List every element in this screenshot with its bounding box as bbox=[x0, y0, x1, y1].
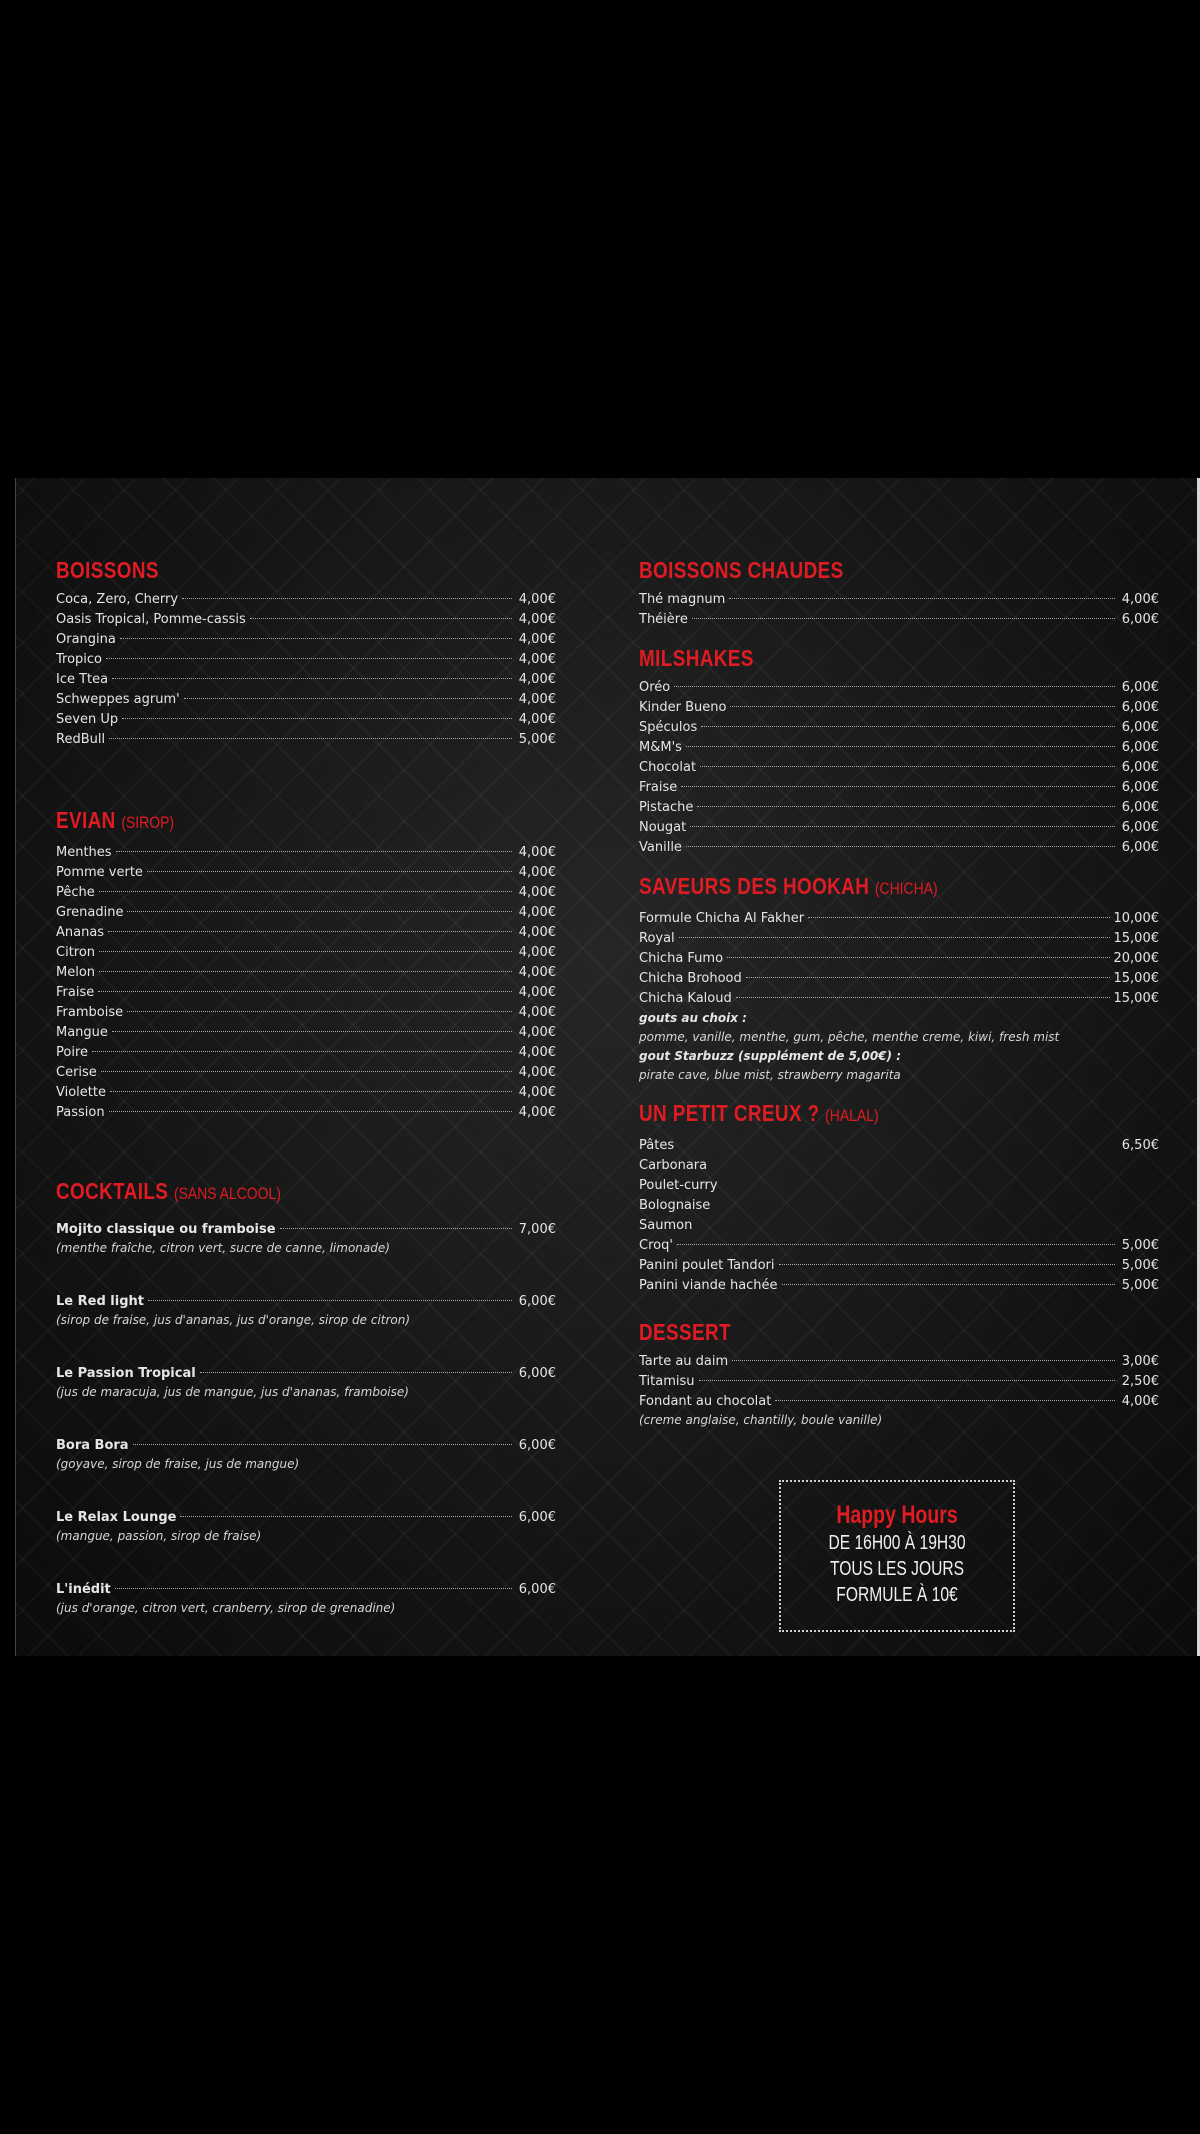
happy-hours-time: DE 16H00 À 19H30 bbox=[828, 1532, 966, 1554]
menu-item: Fondant au chocolat 4,00€ bbox=[639, 1394, 1159, 1409]
menu-item: Oréo 6,00€ bbox=[639, 680, 1159, 695]
section-title: MILSHAKES bbox=[639, 645, 754, 671]
cocktail-item: Le Passion Tropical 6,00€ (jus de maracuja, jus de mangue, jus d'ananas, framboise) bbox=[56, 1366, 556, 1399]
menu-item: Citron 4,00€ bbox=[56, 945, 556, 960]
happy-hours-days: TOUS LES JOURS bbox=[829, 1558, 965, 1580]
menu-item: Poulet-curry bbox=[639, 1178, 718, 1193]
menu-item: Théière 6,00€ bbox=[639, 612, 1159, 627]
menu-item: Nougat 6,00€ bbox=[639, 820, 1159, 835]
section-petit-creux bbox=[639, 1099, 1159, 1296]
menu-item: Chicha Brohood 15,00€ bbox=[639, 971, 1159, 986]
menu-item: Pâtes 6,50€ bbox=[639, 1138, 1159, 1153]
section-title: SAVEURS DES HOOKAH (CHICHA) bbox=[639, 873, 938, 899]
menu-item: Royal 15,00€ bbox=[639, 931, 1159, 946]
section-boissons-chaudes bbox=[639, 556, 1159, 630]
cocktail-description: (jus de maracuja, jus de mangue, jus d'ananas, framboise) bbox=[56, 1385, 409, 1399]
menu-card bbox=[15, 478, 1200, 1656]
happy-hours-box bbox=[779, 1480, 1015, 1632]
menu-item: Melon 4,00€ bbox=[56, 965, 556, 980]
section-milshakes bbox=[639, 644, 1159, 858]
happy-hours-offer: FORMULE À 10€ bbox=[836, 1584, 958, 1606]
menu-item: Ananas 4,00€ bbox=[56, 925, 556, 940]
menu-item: Framboise 4,00€ bbox=[56, 1005, 556, 1020]
dessert-description: (creme anglaise, chantilly, boule vanille) bbox=[639, 1413, 883, 1427]
section-hookah bbox=[639, 872, 1159, 1085]
starbuzz-label: gout Starbuzz (supplément de 5,00€) : bbox=[639, 1049, 901, 1063]
menu-item: M&M's 6,00€ bbox=[639, 740, 1159, 755]
gouts-label: gouts au choix : bbox=[639, 1011, 747, 1025]
section-cocktails bbox=[56, 1177, 556, 1616]
menu-item: Pêche 4,00€ bbox=[56, 885, 556, 900]
menu-item: Schweppes agrum' 4,00€ bbox=[56, 692, 556, 707]
item-list bbox=[639, 909, 1159, 1009]
section-title: COCKTAILS (SANS ALCOOL) bbox=[56, 1178, 281, 1204]
item-list bbox=[639, 590, 1159, 630]
menu-item: Carbonara bbox=[639, 1158, 708, 1173]
cocktail-description: (menthe fraîche, citron vert, sucre de canne, limonade) bbox=[56, 1241, 390, 1255]
menu-item: Mangue 4,00€ bbox=[56, 1025, 556, 1040]
cocktail-item: L'inédit 6,00€ (jus d'orange, citron vert, cranberry, sirop de grenadine) bbox=[56, 1582, 556, 1615]
right-column bbox=[639, 518, 1159, 1428]
happy-hours-title: Happy Hours bbox=[836, 1501, 958, 1529]
cocktail-item: Bora Bora 6,00€ (goyave, sirop de fraise, jus de mangue) bbox=[56, 1438, 556, 1471]
cocktail-description: (jus d'orange, citron vert, cranberry, sirop de grenadine) bbox=[56, 1601, 396, 1615]
item-list bbox=[639, 1136, 1159, 1296]
menu-item: Panini poulet Tandori 5,00€ bbox=[639, 1258, 1159, 1273]
menu-item: Croq' 5,00€ bbox=[639, 1238, 1159, 1253]
menu-item: Thé magnum 4,00€ bbox=[639, 592, 1159, 607]
item-list bbox=[56, 843, 556, 1123]
menu-item: RedBull 5,00€ bbox=[56, 732, 556, 747]
menu-item: Formule Chicha Al Fakher 10,00€ bbox=[639, 911, 1159, 926]
menu-item: Cerise 4,00€ bbox=[56, 1065, 556, 1080]
menu-item: Tropico 4,00€ bbox=[56, 652, 556, 667]
section-title: DESSERT bbox=[639, 1319, 731, 1345]
menu-item: Vanille 6,00€ bbox=[639, 840, 1159, 855]
menu-item: Fraise 4,00€ bbox=[56, 985, 556, 1000]
menu-item: Bolognaise bbox=[639, 1198, 711, 1213]
menu-item: Fraise 6,00€ bbox=[639, 780, 1159, 795]
menu-item: Ice Ttea 4,00€ bbox=[56, 672, 556, 687]
cocktail-item: Mojito classique ou framboise 7,00€ (menthe fraîche, citron vert, sucre de canne, limonade) bbox=[56, 1222, 556, 1255]
menu-item: Grenadine 4,00€ bbox=[56, 905, 556, 920]
item-list bbox=[639, 1352, 1159, 1412]
gouts-text: pomme, vanille, menthe, gum, pêche, menthe creme, kiwi, fresh mist bbox=[639, 1030, 1060, 1044]
menu-item: Seven Up 4,00€ bbox=[56, 712, 556, 727]
menu-item: Spéculos 6,00€ bbox=[639, 720, 1159, 735]
item-list bbox=[56, 590, 556, 750]
section-title: BOISSONS bbox=[56, 557, 159, 583]
menu-item: Oasis Tropical, Pomme-cassis 4,00€ bbox=[56, 612, 556, 627]
section-evian bbox=[56, 806, 556, 1123]
menu-item: Passion 4,00€ bbox=[56, 1105, 556, 1120]
item-list bbox=[639, 678, 1159, 858]
section-boissons bbox=[56, 556, 556, 750]
section-dessert bbox=[639, 1318, 1159, 1428]
menu-item: Chicha Kaloud 15,00€ bbox=[639, 991, 1159, 1006]
menu-item: Panini viande hachée 5,00€ bbox=[639, 1278, 1159, 1293]
cocktail-description: (goyave, sirop de fraise, jus de mangue) bbox=[56, 1457, 300, 1471]
menu-item: Kinder Bueno 6,00€ bbox=[639, 700, 1159, 715]
menu-item: Poire 4,00€ bbox=[56, 1045, 556, 1060]
menu-item: Coca, Zero, Cherry 4,00€ bbox=[56, 592, 556, 607]
starbuzz-text: pirate cave, blue mist, strawberry magarita bbox=[639, 1068, 901, 1082]
cocktail-item: Le Red light 6,00€ (sirop de fraise, jus d'ananas, jus d'orange, sirop de citron) bbox=[56, 1294, 556, 1327]
menu-item: Orangina 4,00€ bbox=[56, 632, 556, 647]
section-title: UN PETIT CREUX ? (HALAL) bbox=[639, 1100, 879, 1126]
section-title: EVIAN (SIROP) bbox=[56, 807, 175, 833]
menu-item: Saumon bbox=[639, 1218, 693, 1233]
cocktail-description: (sirop de fraise, jus d'ananas, jus d'orange, sirop de citron) bbox=[56, 1313, 411, 1327]
menu-item: Tarte au daim 3,00€ bbox=[639, 1354, 1159, 1369]
menu-item: Chocolat 6,00€ bbox=[639, 760, 1159, 775]
menu-item: Titamisu 2,50€ bbox=[639, 1374, 1159, 1389]
section-title: BOISSONS CHAUDES bbox=[639, 557, 844, 583]
menu-item: Chicha Fumo 20,00€ bbox=[639, 951, 1159, 966]
menu-item: Pistache 6,00€ bbox=[639, 800, 1159, 815]
menu-item: Pomme verte 4,00€ bbox=[56, 865, 556, 880]
cocktail-description: (mangue, passion, sirop de fraise) bbox=[56, 1529, 262, 1543]
left-column bbox=[56, 518, 556, 1652]
menu-item: Violette 4,00€ bbox=[56, 1085, 556, 1100]
menu-item: Menthes 4,00€ bbox=[56, 845, 556, 860]
cocktail-item: Le Relax Lounge 6,00€ (mangue, passion, sirop de fraise) bbox=[56, 1510, 556, 1543]
